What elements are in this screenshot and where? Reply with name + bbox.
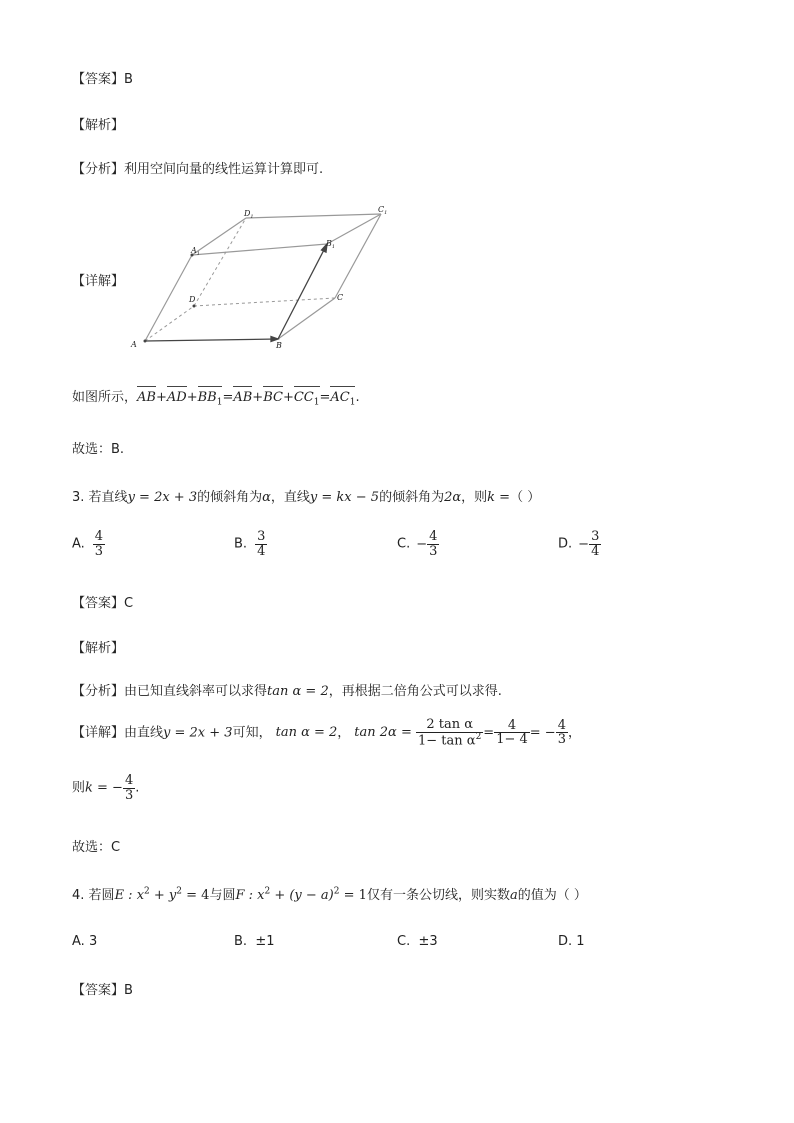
edge-c1d1 bbox=[246, 214, 381, 218]
q2-jiexi-heading: 【解析】 bbox=[72, 118, 125, 133]
edge-ad-hidden bbox=[145, 306, 194, 341]
q4-answer bbox=[72, 979, 133, 998]
label-d1: $D_1$ bbox=[244, 209, 254, 220]
fraction-result: $\frac{4}{3}$ bbox=[557, 717, 566, 748]
vector-bb1: $BB_1$ bbox=[197, 390, 223, 408]
math-line2: y = kx − 5 bbox=[309, 490, 380, 505]
fenxi-label: 【分析】 bbox=[72, 162, 125, 177]
edge-d1a1 bbox=[192, 218, 246, 255]
q4-stem: 4. 若圆E : $x^2 + y^2 = 4$与圆F : $x^2 + (y - a)^2 = 1$仅有一条公切线，则实数a的值为（ ） bbox=[72, 886, 587, 903]
edge-dd1-hidden bbox=[194, 218, 246, 306]
edge-a1b1 bbox=[192, 244, 327, 255]
label-b: B bbox=[276, 341, 282, 350]
option-fraction: $\frac{3}{4}$ bbox=[257, 529, 266, 559]
math-k: k = bbox=[487, 490, 511, 505]
vector-cc1: $CC_1$ bbox=[293, 390, 320, 408]
answer-label: 【答案】 bbox=[72, 72, 125, 87]
label-b1: $B_1$ bbox=[326, 239, 336, 250]
q4-option-d[interactable] bbox=[558, 934, 585, 949]
option-fraction: $\frac{4}{3}$ bbox=[94, 529, 104, 559]
q4-option-c[interactable] bbox=[397, 934, 438, 949]
q3-option-c[interactable]: C. − $\frac{4}{3}$ bbox=[397, 529, 438, 559]
math-line1: y = 2x + 3 bbox=[127, 490, 198, 505]
option-value: ±3 bbox=[418, 934, 438, 949]
question-number: 4. bbox=[72, 888, 89, 903]
q3-jiexi-heading: 【解析】 bbox=[72, 641, 125, 656]
option-label: C. bbox=[397, 934, 411, 949]
option-value: 3 bbox=[88, 934, 98, 949]
math-a: a bbox=[509, 888, 518, 903]
option-label: A. bbox=[72, 934, 85, 949]
vector-ab bbox=[145, 339, 278, 341]
plus: + bbox=[252, 390, 264, 405]
answer-value: C bbox=[124, 596, 134, 611]
option-fraction: $\frac{4}{3}$ bbox=[429, 529, 438, 559]
edge-aa1 bbox=[145, 255, 192, 341]
fenxi-text: 利用空间向量的线性运算计算即可. bbox=[124, 162, 324, 177]
equals: = bbox=[222, 390, 234, 405]
fenxi-label: 【分析】 bbox=[72, 684, 125, 699]
label-a1: $A_1$ bbox=[191, 246, 200, 257]
math-tan: tan α = 2 bbox=[267, 684, 329, 699]
label-a: A bbox=[131, 340, 137, 349]
parallelepiped-figure bbox=[128, 198, 398, 352]
fraction-k: $\frac{4}{3}$ bbox=[124, 773, 134, 803]
option-fraction: $\frac{3}{4}$ bbox=[591, 529, 600, 559]
option-label: C. bbox=[397, 536, 411, 552]
answer-label: 【答案】 bbox=[72, 596, 125, 611]
vector-equation-line: 如图所示，$AB+AD+BB_1=AB+BC+CC_1=AC_1$. bbox=[72, 390, 360, 408]
q2-answer bbox=[72, 68, 133, 87]
option-label: B. bbox=[234, 934, 248, 949]
equals: = bbox=[319, 390, 331, 405]
q2-fenxi bbox=[72, 158, 323, 177]
option-label: B. bbox=[234, 536, 248, 552]
answer-value: B bbox=[124, 72, 133, 87]
label-d: D bbox=[189, 295, 196, 304]
q3-stem: 3. 若直线y = 2x + 3的倾斜角为α，直线y = kx − 5的倾斜角为2α，则k =（ ） bbox=[72, 490, 541, 505]
q3-then: 则k = − $\frac{4}{3}$ . bbox=[72, 773, 140, 803]
line-prefix: 如图所示， bbox=[72, 390, 138, 405]
vector-bc: BC bbox=[263, 390, 283, 405]
answer-label: 【答案】 bbox=[72, 983, 125, 998]
math-2alpha: 2α bbox=[444, 490, 462, 505]
vector-bb1 bbox=[278, 244, 327, 339]
vector-ac1: $AC_1$ bbox=[330, 390, 356, 408]
q2-choice: 故选：B. bbox=[72, 442, 125, 457]
option-label: D. bbox=[558, 934, 573, 949]
math-circle-f: F : $x^2 + (y - a)^2 = 1$ bbox=[235, 886, 367, 903]
q3-xiangjie: 【详解】由直线y = 2x + 3可知， tan α = 2， tan 2α = $\frac{\text{2 tan α}}{1- \tan \alpha^2}$ = $\frac{4}{1- 4}$ = − $\frac{4}{3}$ ， bbox=[72, 717, 581, 748]
question-number: 3. bbox=[72, 490, 89, 505]
q3-choice: 故选：C bbox=[72, 840, 121, 855]
option-label: D. bbox=[558, 536, 573, 552]
option-value: ±1 bbox=[255, 934, 275, 949]
math-alpha: α bbox=[262, 490, 271, 505]
fraction-double-angle: $\frac{\text{2 tan α}}{1- \tan \alpha^2}$ bbox=[418, 717, 482, 748]
edge-bc bbox=[278, 298, 335, 339]
q3-option-b[interactable] bbox=[234, 530, 267, 558]
fraction-4-over: $\frac{4}{1- 4}$ bbox=[496, 717, 528, 748]
plus: + bbox=[155, 390, 167, 405]
plus: + bbox=[186, 390, 198, 405]
answer-value: B bbox=[124, 983, 133, 998]
vector-ab: AB bbox=[233, 390, 253, 405]
q3-option-a[interactable] bbox=[72, 530, 105, 558]
q2-xiangjie-label: 【详解】 bbox=[72, 274, 125, 289]
q3-option-d[interactable]: D. − $\frac{3}{4}$ bbox=[558, 529, 600, 559]
point-a bbox=[144, 340, 147, 343]
label-c1: $C_1$ bbox=[378, 205, 388, 216]
vector-ab: AB bbox=[137, 390, 156, 405]
vector-ad: AD bbox=[166, 390, 187, 405]
plus: + bbox=[282, 390, 294, 405]
xiangjie-label: 【详解】 bbox=[72, 725, 125, 741]
point-d bbox=[193, 305, 196, 308]
option-label: A. bbox=[72, 536, 85, 552]
label-c: C bbox=[337, 293, 344, 302]
q3-answer bbox=[72, 592, 133, 611]
option-value: 1 bbox=[576, 934, 585, 949]
q3-fenxi: 【分析】由已知直线斜率可以求得tan α = 2，再根据二倍角公式可以求得. bbox=[72, 684, 502, 699]
edge-dc-hidden bbox=[194, 298, 335, 306]
q4-option-a[interactable] bbox=[72, 934, 97, 949]
math-circle-e: E : $x^2 + y^2 = 4$ bbox=[114, 886, 210, 903]
q4-option-b[interactable] bbox=[234, 934, 275, 949]
